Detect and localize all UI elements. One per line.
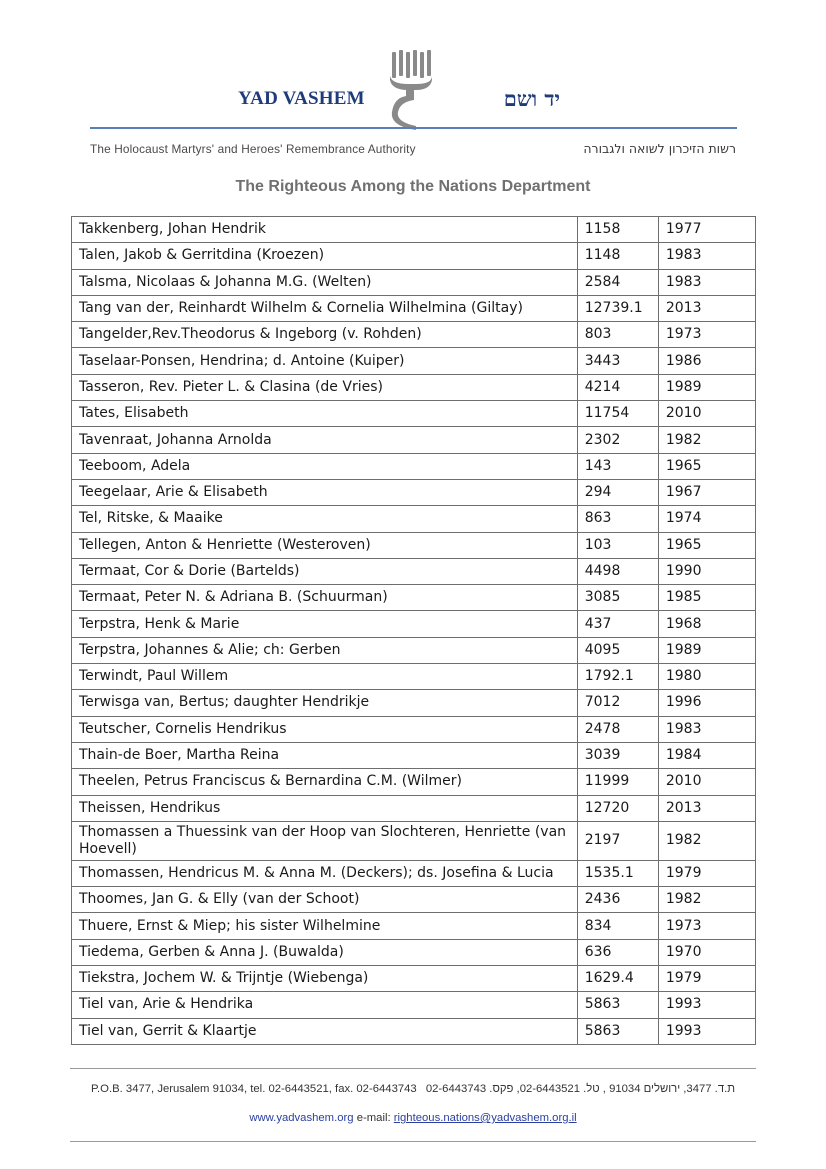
email-link[interactable]: righteous.nations@yadvashem.org.il xyxy=(393,1112,577,1124)
name-cell: Terwindt, Paul Willem xyxy=(72,664,578,690)
file-number-cell: 863 xyxy=(577,506,658,532)
table-row xyxy=(72,295,756,321)
department-title: The Righteous Among the Nations Department xyxy=(235,178,591,195)
name-cell: Tang van der, Reinhardt Wilhelm & Cornelia Wilhelmina (Giltay) xyxy=(72,295,578,321)
table-row xyxy=(72,1018,756,1044)
year-cell: 1970 xyxy=(658,939,755,965)
name-cell: Tiel van, Gerrit & Klaartje xyxy=(72,1018,578,1044)
year-cell: 1993 xyxy=(658,1018,755,1044)
table-row xyxy=(72,939,756,965)
table-row xyxy=(72,913,756,939)
file-number-cell: 294 xyxy=(577,479,658,505)
name-cell: Theelen, Petrus Franciscus & Bernardina C.M. (Wilmer) xyxy=(72,769,578,795)
year-cell: 2013 xyxy=(658,795,755,821)
file-number-cell: 1629.4 xyxy=(577,966,658,992)
table-row xyxy=(72,992,756,1018)
table-row xyxy=(72,637,756,663)
table-row xyxy=(72,742,756,768)
name-cell: Talsma, Nicolaas & Johanna M.G. (Welten) xyxy=(72,269,578,295)
name-cell: Theissen, Hendrikus xyxy=(72,795,578,821)
file-number-cell: 3039 xyxy=(577,742,658,768)
file-number-cell: 803 xyxy=(577,322,658,348)
table-row xyxy=(72,401,756,427)
file-number-cell: 103 xyxy=(577,532,658,558)
address-english: P.O.B. 3477, Jerusalem 91034, tel. 02-6443521, fax. 02-6443743 xyxy=(90,1083,417,1095)
logo-hebrew: יד ושם xyxy=(503,86,560,111)
file-number-cell: 2302 xyxy=(577,427,658,453)
name-cell: Tel, Ritske, & Maaike xyxy=(72,506,578,532)
file-number-cell: 2478 xyxy=(577,716,658,742)
records-table-body xyxy=(72,217,756,1045)
logo-english: YAD VASHEM xyxy=(238,88,365,109)
year-cell: 1990 xyxy=(658,558,755,584)
table-row xyxy=(72,348,756,374)
name-cell: Takkenberg, Johan Hendrik xyxy=(72,217,578,243)
file-number-cell: 11999 xyxy=(577,769,658,795)
table-row xyxy=(72,506,756,532)
file-number-cell: 2584 xyxy=(577,269,658,295)
name-cell: Tasseron, Rev. Pieter L. & Clasina (de Vries) xyxy=(72,374,578,400)
table-row xyxy=(72,479,756,505)
name-cell: Teeboom, Adela xyxy=(72,453,578,479)
year-cell: 1993 xyxy=(658,992,755,1018)
file-number-cell: 4498 xyxy=(577,558,658,584)
year-cell: 2010 xyxy=(658,401,755,427)
file-number-cell: 3443 xyxy=(577,348,658,374)
name-cell: Termaat, Cor & Dorie (Bartelds) xyxy=(72,558,578,584)
table-row xyxy=(72,427,756,453)
table-row xyxy=(72,966,756,992)
year-cell: 1983 xyxy=(658,269,755,295)
authority-english: The Holocaust Martyrs' and Heroes' Remembrance Authority xyxy=(90,142,416,156)
file-number-cell: 2436 xyxy=(577,887,658,913)
name-cell: Tiedema, Gerben & Anna J. (Buwalda) xyxy=(72,939,578,965)
table-row xyxy=(72,887,756,913)
address-hebrew: ת.ד. 3477, ירושלים 91034 , טל. 02-6443521, פקס. 02-6443743 xyxy=(425,1083,736,1095)
year-cell: 1965 xyxy=(658,532,755,558)
table-row xyxy=(72,532,756,558)
year-cell: 1996 xyxy=(658,690,755,716)
website-link[interactable]: www.yadvashem.org xyxy=(249,1112,354,1124)
footer-address xyxy=(0,1083,826,1095)
file-number-cell: 4095 xyxy=(577,637,658,663)
file-number-cell: 1148 xyxy=(577,243,658,269)
file-number-cell: 2197 xyxy=(577,821,658,860)
table-row xyxy=(72,716,756,742)
table-row xyxy=(72,374,756,400)
name-cell: Teutscher, Cornelis Hendrikus xyxy=(72,716,578,742)
year-cell: 1983 xyxy=(658,716,755,742)
header-divider xyxy=(90,127,737,129)
table-row xyxy=(72,217,756,243)
year-cell: 1986 xyxy=(658,348,755,374)
year-cell: 1985 xyxy=(658,585,755,611)
name-cell: Tellegen, Anton & Henriette (Westeroven) xyxy=(72,532,578,558)
year-cell: 1967 xyxy=(658,479,755,505)
table-row xyxy=(72,611,756,637)
file-number-cell: 834 xyxy=(577,913,658,939)
file-number-cell: 11754 xyxy=(577,401,658,427)
name-cell: Termaat, Peter N. & Adriana B. (Schuurman) xyxy=(72,585,578,611)
table-row xyxy=(72,769,756,795)
year-cell: 1973 xyxy=(658,322,755,348)
year-cell: 1974 xyxy=(658,506,755,532)
name-cell: Thoomes, Jan G. & Elly (van der Schoot) xyxy=(72,887,578,913)
name-cell: Talen, Jakob & Gerritdina (Kroezen) xyxy=(72,243,578,269)
table-row xyxy=(72,860,756,886)
name-cell: Tiekstra, Jochem W. & Trijntje (Wiebenga) xyxy=(72,966,578,992)
table-row xyxy=(72,690,756,716)
year-cell: 1989 xyxy=(658,637,755,663)
year-cell: 2010 xyxy=(658,769,755,795)
year-cell: 1982 xyxy=(658,887,755,913)
table-row xyxy=(72,269,756,295)
name-cell: Taselaar-Ponsen, Hendrina; d. Antoine (Kuiper) xyxy=(72,348,578,374)
authority-hebrew: רשות הזיכרון לשואה ולגבורה xyxy=(583,141,736,156)
file-number-cell: 5863 xyxy=(577,992,658,1018)
file-number-cell: 4214 xyxy=(577,374,658,400)
file-number-cell: 636 xyxy=(577,939,658,965)
name-cell: Terwisga van, Bertus; daughter Hendrikje xyxy=(72,690,578,716)
file-number-cell: 437 xyxy=(577,611,658,637)
name-cell: Thain-de Boer, Martha Reina xyxy=(72,742,578,768)
file-number-cell: 1535.1 xyxy=(577,860,658,886)
file-number-cell: 12739.1 xyxy=(577,295,658,321)
table-row xyxy=(72,664,756,690)
table-row xyxy=(72,243,756,269)
file-number-cell: 3085 xyxy=(577,585,658,611)
year-cell: 1968 xyxy=(658,611,755,637)
menorah-logo-icon xyxy=(386,50,436,130)
year-cell: 1989 xyxy=(658,374,755,400)
name-cell: Teegelaar, Arie & Elisabeth xyxy=(72,479,578,505)
name-cell: Tangelder,Rev.Theodorus & Ingeborg (v. Rohden) xyxy=(72,322,578,348)
name-cell: Thomassen a Thuessink van der Hoop van Slochteren, Henriette (van Hoevell) xyxy=(72,821,578,860)
footer-contact xyxy=(0,1112,826,1124)
footer-divider-bottom xyxy=(70,1141,756,1142)
footer-divider-top xyxy=(70,1068,756,1069)
righteous-records-table xyxy=(71,216,756,1045)
year-cell: 1973 xyxy=(658,913,755,939)
year-cell: 1984 xyxy=(658,742,755,768)
year-cell: 1965 xyxy=(658,453,755,479)
year-cell: 1977 xyxy=(658,217,755,243)
table-row xyxy=(72,558,756,584)
name-cell: Tiel van, Arie & Hendrika xyxy=(72,992,578,1018)
table-row xyxy=(72,795,756,821)
year-cell: 1983 xyxy=(658,243,755,269)
name-cell: Terpstra, Henk & Marie xyxy=(72,611,578,637)
name-cell: Thuere, Ernst & Miep; his sister Wilhelmine xyxy=(72,913,578,939)
year-cell: 1980 xyxy=(658,664,755,690)
table-row xyxy=(72,821,756,860)
file-number-cell: 5863 xyxy=(577,1018,658,1044)
name-cell: Thomassen, Hendricus M. & Anna M. (Deckers); ds. Josefina & Lucia xyxy=(72,860,578,886)
file-number-cell: 12720 xyxy=(577,795,658,821)
year-cell: 1982 xyxy=(658,427,755,453)
email-label: e-mail: xyxy=(356,1112,391,1124)
name-cell: Terpstra, Johannes & Alie; ch: Gerben xyxy=(72,637,578,663)
year-cell: 2013 xyxy=(658,295,755,321)
file-number-cell: 143 xyxy=(577,453,658,479)
table-row xyxy=(72,453,756,479)
name-cell: Tavenraat, Johanna Arnolda xyxy=(72,427,578,453)
year-cell: 1979 xyxy=(658,966,755,992)
year-cell: 1979 xyxy=(658,860,755,886)
year-cell: 1982 xyxy=(658,821,755,860)
file-number-cell: 1792.1 xyxy=(577,664,658,690)
table-row xyxy=(72,585,756,611)
file-number-cell: 7012 xyxy=(577,690,658,716)
file-number-cell: 1158 xyxy=(577,217,658,243)
name-cell: Tates, Elisabeth xyxy=(72,401,578,427)
table-row xyxy=(72,322,756,348)
